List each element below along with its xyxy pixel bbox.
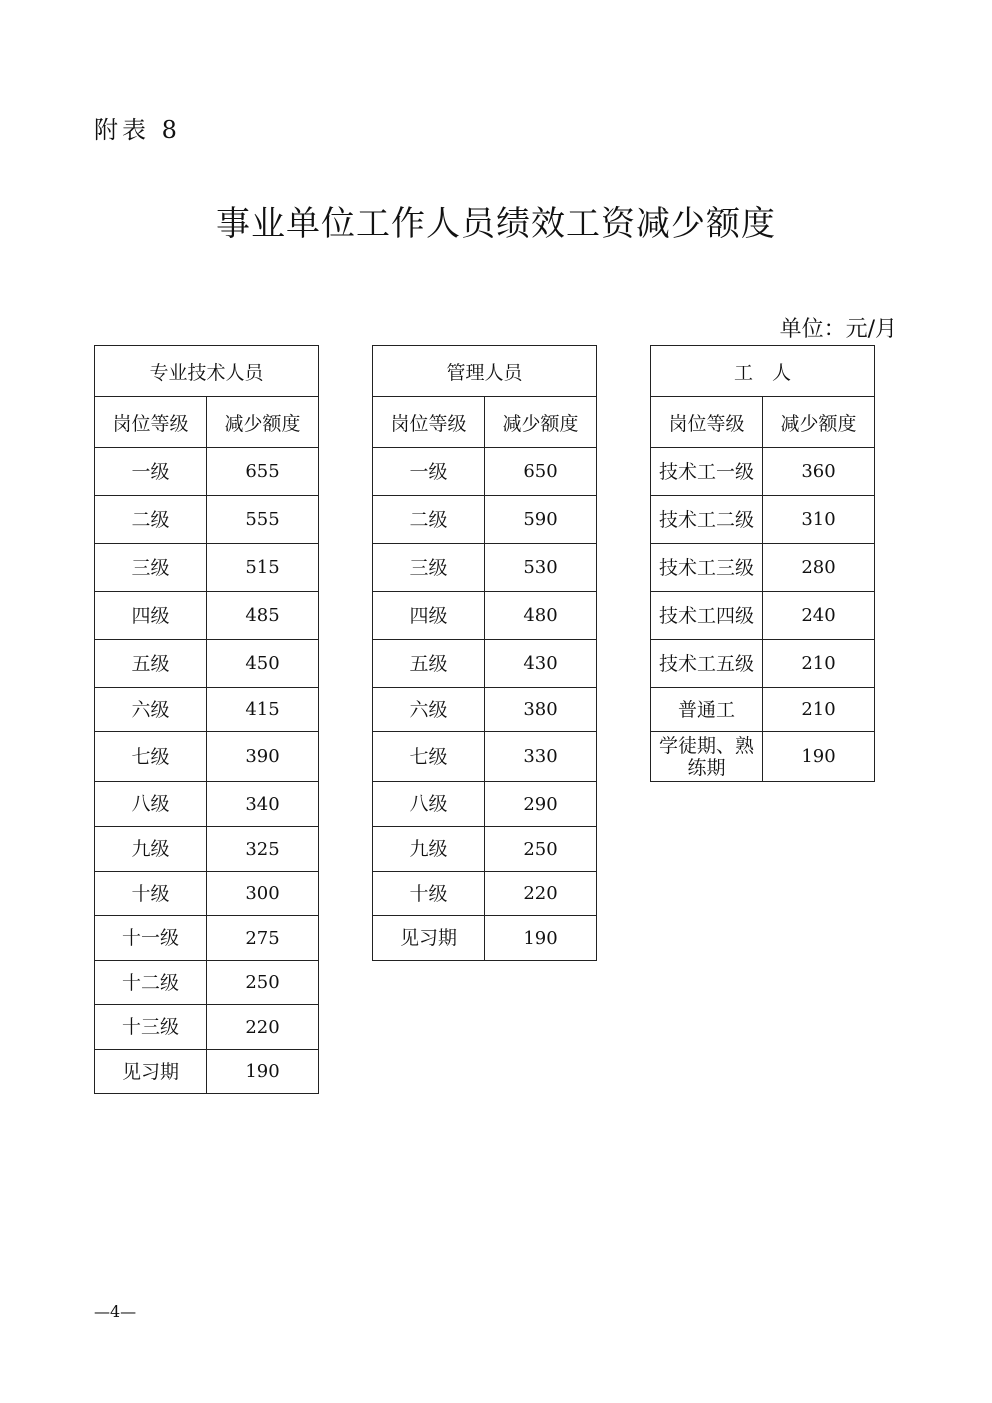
amount-cell: 555 xyxy=(207,496,319,544)
table-row xyxy=(373,544,597,592)
column-header-amount: 减少额度 xyxy=(485,397,597,448)
table-row xyxy=(373,782,597,827)
amount-cell: 650 xyxy=(485,448,597,496)
grade-cell: 见习期 xyxy=(373,916,485,961)
table-row xyxy=(95,872,319,916)
table-group-title: 工 人 xyxy=(651,346,875,397)
grade-cell: 十三级 xyxy=(95,1005,207,1050)
grade-cell: 五级 xyxy=(95,640,207,688)
table-row xyxy=(373,640,597,688)
grade-cell: 三级 xyxy=(373,544,485,592)
table-row xyxy=(95,1050,319,1094)
table-row xyxy=(95,592,319,640)
amount-cell: 590 xyxy=(485,496,597,544)
amount-cell: 190 xyxy=(763,732,875,782)
table-group-title: 专业技术人员 xyxy=(95,346,319,397)
amount-cell: 515 xyxy=(207,544,319,592)
grade-cell: 四级 xyxy=(95,592,207,640)
table-row xyxy=(373,732,597,782)
management-staff-table xyxy=(372,345,597,961)
table-row xyxy=(373,688,597,732)
column-header-grade: 岗位等级 xyxy=(373,397,485,448)
table-row xyxy=(95,782,319,827)
table-row xyxy=(95,448,319,496)
grade-cell: 技术工四级 xyxy=(651,592,763,640)
table-row xyxy=(95,961,319,1005)
grade-cell: 七级 xyxy=(373,732,485,782)
grade-cell: 五级 xyxy=(373,640,485,688)
amount-cell: 310 xyxy=(763,496,875,544)
grade-cell: 十级 xyxy=(373,872,485,916)
grade-cell: 见习期 xyxy=(95,1050,207,1094)
column-header-grade: 岗位等级 xyxy=(95,397,207,448)
amount-cell: 290 xyxy=(485,782,597,827)
grade-cell: 二级 xyxy=(373,496,485,544)
table-row xyxy=(95,1005,319,1050)
table-row xyxy=(373,448,597,496)
table-row xyxy=(95,732,319,782)
amount-cell: 300 xyxy=(207,872,319,916)
grade-cell: 九级 xyxy=(373,827,485,872)
grade-cell: 十级 xyxy=(95,872,207,916)
table-row xyxy=(651,544,875,592)
amount-cell: 340 xyxy=(207,782,319,827)
amount-cell: 220 xyxy=(207,1005,319,1050)
amount-cell: 190 xyxy=(485,916,597,961)
amount-cell: 240 xyxy=(763,592,875,640)
grade-cell: 六级 xyxy=(373,688,485,732)
table-row xyxy=(95,544,319,592)
grade-cell: 十二级 xyxy=(95,961,207,1005)
amount-cell: 530 xyxy=(485,544,597,592)
grade-cell: 六级 xyxy=(95,688,207,732)
grade-cell: 技术工五级 xyxy=(651,640,763,688)
amount-cell: 480 xyxy=(485,592,597,640)
amount-cell: 210 xyxy=(763,688,875,732)
amount-cell: 450 xyxy=(207,640,319,688)
grade-cell: 十一级 xyxy=(95,916,207,961)
annex-label: 附表 8 xyxy=(94,116,181,144)
grade-cell: 技术工三级 xyxy=(651,544,763,592)
page-title: 事业单位工作人员绩效工资减少额度 xyxy=(216,204,776,244)
amount-cell: 280 xyxy=(763,544,875,592)
table-row xyxy=(373,496,597,544)
grade-cell: 一级 xyxy=(373,448,485,496)
grade-cell: 四级 xyxy=(373,592,485,640)
amount-cell: 390 xyxy=(207,732,319,782)
grade-cell: 普通工 xyxy=(651,688,763,732)
table-row xyxy=(651,592,875,640)
page-number: —4— xyxy=(94,1302,137,1321)
table-row xyxy=(95,496,319,544)
table-row xyxy=(651,496,875,544)
grade-cell: 技术工一级 xyxy=(651,448,763,496)
table-row xyxy=(95,827,319,872)
grade-cell: 七级 xyxy=(95,732,207,782)
amount-cell: 250 xyxy=(485,827,597,872)
table-row xyxy=(651,688,875,732)
table-row xyxy=(373,916,597,961)
table-group-title: 管理人员 xyxy=(373,346,597,397)
table-row xyxy=(651,448,875,496)
grade-cell: 二级 xyxy=(95,496,207,544)
amount-cell: 485 xyxy=(207,592,319,640)
grade-cell: 学徒期、熟练期 xyxy=(651,732,763,782)
professional-staff-table xyxy=(94,345,319,1094)
amount-cell: 655 xyxy=(207,448,319,496)
table-row xyxy=(373,592,597,640)
amount-cell: 250 xyxy=(207,961,319,1005)
grade-cell: 三级 xyxy=(95,544,207,592)
table-row xyxy=(651,732,875,782)
column-header-amount: 减少额度 xyxy=(207,397,319,448)
amount-cell: 275 xyxy=(207,916,319,961)
column-header-amount: 减少额度 xyxy=(763,397,875,448)
table-row xyxy=(95,688,319,732)
table-row xyxy=(651,640,875,688)
table-row xyxy=(95,916,319,961)
amount-cell: 330 xyxy=(485,732,597,782)
grade-cell: 一级 xyxy=(95,448,207,496)
table-row xyxy=(373,872,597,916)
column-header-grade: 岗位等级 xyxy=(651,397,763,448)
amount-cell: 220 xyxy=(485,872,597,916)
amount-cell: 430 xyxy=(485,640,597,688)
amount-cell: 380 xyxy=(485,688,597,732)
grade-cell: 九级 xyxy=(95,827,207,872)
workers-table xyxy=(650,345,875,782)
grade-cell: 八级 xyxy=(373,782,485,827)
unit-label: 单位：元/月 xyxy=(779,317,897,342)
amount-cell: 360 xyxy=(763,448,875,496)
amount-cell: 190 xyxy=(207,1050,319,1094)
grade-cell: 八级 xyxy=(95,782,207,827)
amount-cell: 325 xyxy=(207,827,319,872)
amount-cell: 210 xyxy=(763,640,875,688)
table-row xyxy=(373,827,597,872)
table-row xyxy=(95,640,319,688)
grade-cell: 技术工二级 xyxy=(651,496,763,544)
amount-cell: 415 xyxy=(207,688,319,732)
